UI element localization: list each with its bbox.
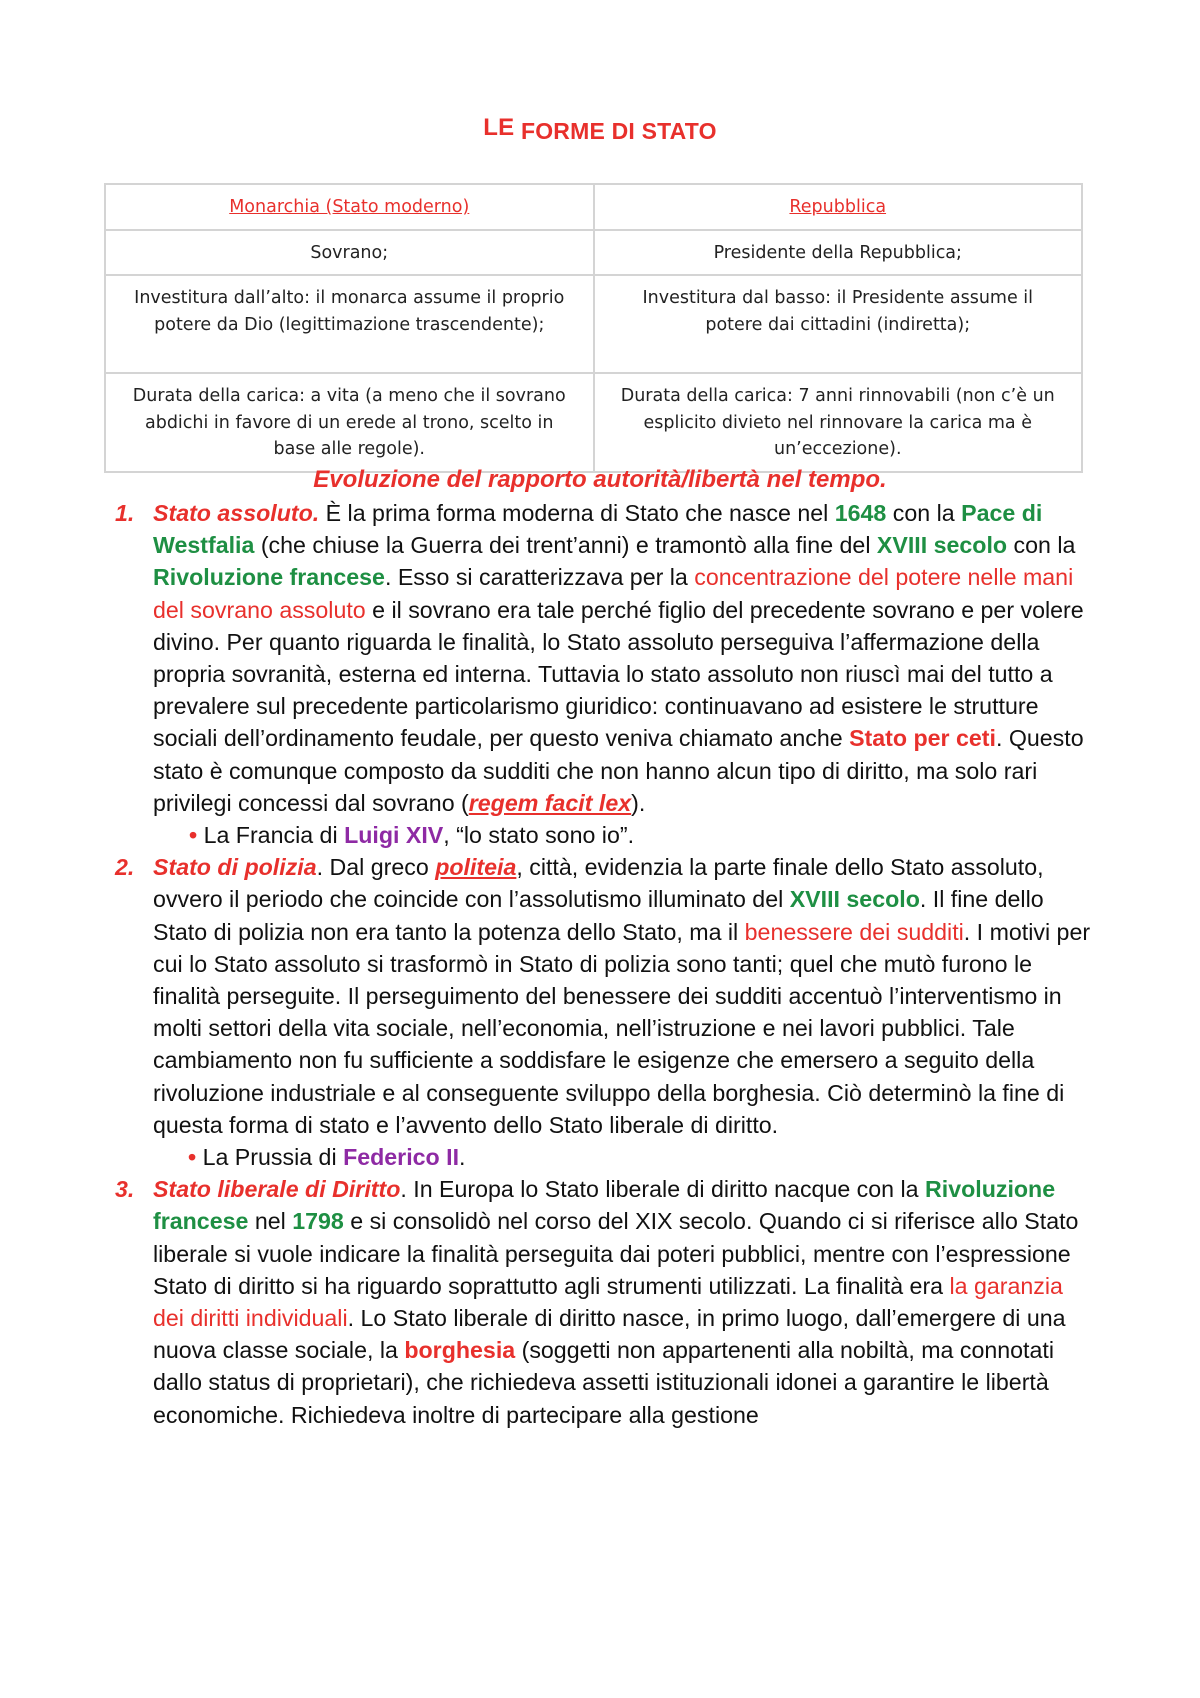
text-run: . In Europa lo Stato liberale di diritto nacque con la — [400, 1176, 925, 1203]
latin-phrase: regem facit lex — [468, 789, 632, 816]
key-concept: concentrazione del potere nelle mani del sovrano assoluto — [153, 564, 1074, 623]
table-cell: Durata della carica: a vita (a meno che il sovrano abdichi in favore di un erede al trono, scelto in base alle regole). — [105, 373, 594, 472]
text-run: , “lo stato sono io”. — [443, 822, 635, 849]
list-number: 2. — [115, 854, 135, 881]
table-cell: Presidente della Repubblica; — [594, 230, 1083, 276]
section-title: Stato assoluto. — [153, 500, 320, 526]
text-run: . I motivi per cui lo Stato assoluto si trasformò in Stato di polizia sono tanti; quel che mutò furono le finalità perseguite. Il perseguimento del benessere dei sudditi accentuò l’interventismo in molti settori della vita sociale, nell’economia, nell’istruzione e nei lavori pubblici. Tale cambiamento non fu sufficiente a soddisfare le esigenze che emersero a seguito della rivoluzione industriale e al conseguente sviluppo della borghesia. Ciò determinò la fine di questa forma di stato e l’avvento dello Stato liberale di diritto. — [153, 918, 1091, 1138]
text-run: e si consolidò nel corso del XIX secolo. Quando ci si riferisce allo Stato liberale si vuole indicare la finalità perseguita dai poteri pubblici, mentre con l’espressione Stato di diritto si ha riguardo soprattutto agli strumenti utilizzati. La finalità era — [153, 1208, 1079, 1299]
bullet-icon: • — [189, 822, 198, 849]
text-run: (soggetti non appartenenti alla nobiltà, ma connotati dallo status di proprietari), che richiedeva assetti istituzionali idonei a garantire le libertà economiche. Richiedeva inoltre di partecipare alla gestione — [153, 1337, 1054, 1428]
text-run: e il sovrano era tale perché figlio del precedente sovrano e per volere divino. Per quanto riguarda le finalità, lo Stato assoluto perseguiva l’affermazione della propria sovranità, esterna ed interna. Tuttavia lo stato assoluto non riuscì mai del tutto a prevalere sul precedente particolarismo giuridico: continuavano ad esistere le strutture sociali dell’ordinamento feudale, per questo veniva chiamato anche — [153, 596, 1084, 752]
table-header-row — [105, 184, 1082, 230]
table-header-cell: Monarchia (Stato moderno) — [105, 184, 594, 230]
key-term: borghesia — [404, 1337, 516, 1364]
highlight-term: Pace di Westfalia — [153, 500, 1043, 559]
bullet-icon: • — [188, 1144, 197, 1171]
historical-figure: Luigi XIV — [344, 822, 444, 849]
text-run: . Esso si caratterizzava per la — [384, 564, 695, 591]
key-concept: benessere dei sudditi — [744, 918, 964, 945]
section-title: Stato di polizia — [153, 854, 317, 881]
text-run: ). — [631, 789, 646, 816]
text-run: nel — [248, 1208, 293, 1235]
title-rest: FORME DI STATO — [520, 118, 717, 144]
text-run: con la — [886, 500, 962, 526]
highlight-date: 1648 — [834, 500, 887, 526]
table-header-cell: Repubblica — [594, 184, 1083, 230]
section-stato-di-polizia — [115, 851, 1093, 1141]
text-run: (che chiuse la Guerra dei trent’anni) e tramontò alla fine del — [254, 532, 877, 559]
title-prefix: LE — [483, 114, 515, 141]
text-run: È la prima forma moderna di Stato che nasce nel — [319, 500, 835, 526]
highlight-term: Rivoluzione francese — [153, 1176, 1056, 1235]
text-run: con la — [1007, 532, 1076, 559]
highlight-date: XVIII secolo — [789, 886, 920, 913]
section-stato-assoluto — [115, 497, 1093, 819]
highlight-term: Rivoluzione francese — [153, 564, 385, 591]
section-subtitle: Evoluzione del rapporto autorità/libertà nel tempo. — [313, 466, 887, 493]
table-cell: Investitura dal basso: il Presidente assume il potere dai cittadini (indiretta); — [594, 275, 1083, 373]
bullet-item — [153, 819, 1093, 851]
table-cell: Sovrano; — [105, 230, 594, 276]
bullet-item — [153, 1141, 1093, 1173]
table-cell: Durata della carica: 7 anni rinnovabili (non c’è un esplicito divieto nel rinnovare la carica ma è un’eccezione). — [594, 373, 1083, 472]
list-number: 3. — [115, 1176, 135, 1203]
text-run: . — [459, 1144, 466, 1171]
key-term: Stato per ceti — [849, 725, 996, 752]
highlight-date: 1798 — [292, 1208, 344, 1235]
text-run: , città, evidenzia la parte finale dello Stato assoluto, ovvero il periodo che coincide con l’assolutismo illuminato del — [153, 854, 1044, 913]
section-stato-liberale — [115, 1173, 1093, 1431]
text-run: . Dal greco — [316, 854, 436, 881]
historical-figure: Federico II — [343, 1144, 460, 1171]
text-run: . Lo Stato liberale di diritto nasce, in primo luogo, dall’emergere di una nuova classe sociale, la — [153, 1305, 1066, 1364]
text-run: . Il fine dello Stato di polizia non era tanto la potenza dello Stato, ma il — [153, 886, 1044, 945]
comparison-table — [104, 183, 1083, 473]
text-run: La Prussia di — [196, 1144, 344, 1171]
text-run: . Questo stato è comunque composto da sudditi che non hanno alcun tipo di diritto, ma solo rari privilegi concessi dal sovrano ( — [153, 725, 1084, 816]
body-text — [115, 497, 1093, 1431]
highlight-date: XVIII secolo — [876, 532, 1008, 559]
table-row — [105, 275, 1082, 373]
list-number: 1. — [115, 500, 135, 526]
greek-term: politeia — [435, 854, 517, 881]
table-row — [105, 230, 1082, 276]
table-cell: Investitura dall’alto: il monarca assume il proprio potere da Dio (legittimazione trascendente); — [105, 275, 594, 373]
table-row — [105, 373, 1082, 472]
page-title — [0, 114, 1200, 146]
text-run: La Francia di — [197, 822, 345, 849]
key-concept: la garanzia dei diritti individuali — [153, 1272, 1063, 1332]
section-title: Stato liberale di Diritto — [153, 1176, 401, 1203]
